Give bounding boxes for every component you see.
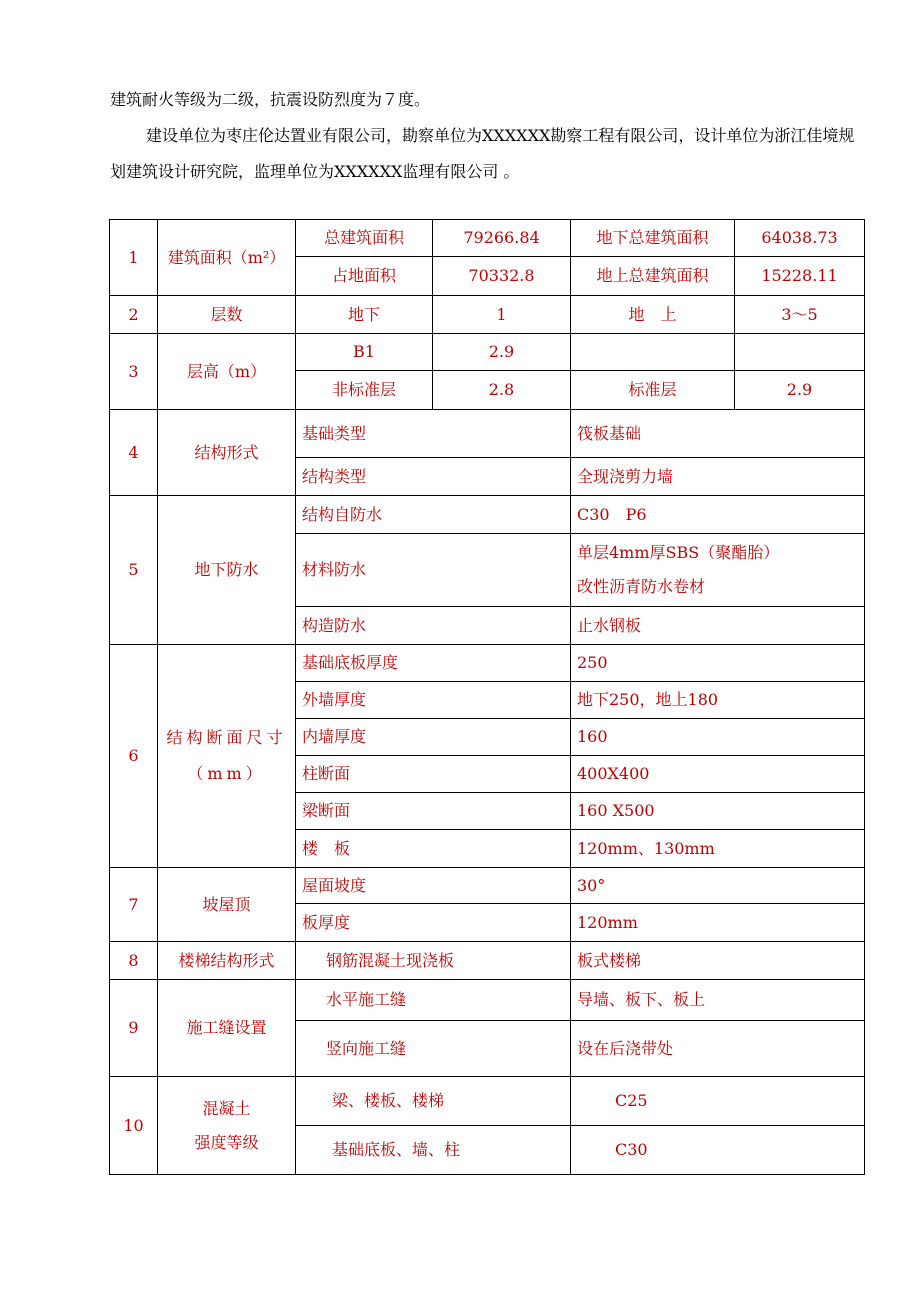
- row-item-name: 坡屋顶: [158, 868, 296, 942]
- cell-value: 70332.8: [433, 257, 571, 296]
- cell-value: 120mm: [571, 904, 865, 942]
- table-row: [110, 645, 865, 682]
- row-number: 7: [110, 868, 158, 942]
- cell-value: 2.9: [735, 371, 865, 410]
- cell-value: 2.8: [433, 371, 571, 410]
- cell-value: 全现浇剪力墙: [571, 458, 865, 496]
- row-number: 10: [110, 1077, 158, 1175]
- cell-label: 地上总建筑面积: [571, 257, 735, 296]
- row-item-name: 结构形式: [158, 410, 296, 496]
- cell-label: 外墙厚度: [296, 682, 571, 719]
- cell-value: 设在后浇带处: [571, 1021, 865, 1077]
- row-number: 9: [110, 980, 158, 1077]
- cell-label: 占地面积: [296, 257, 433, 296]
- cell-value: 64038.73: [735, 220, 865, 257]
- row-number: 4: [110, 410, 158, 496]
- cell-value: 1: [433, 296, 571, 334]
- row-item-name: 施工缝设置: [158, 980, 296, 1077]
- table-row: [110, 868, 865, 904]
- cell-value: 3～5: [735, 296, 865, 334]
- cell-value: 导墙、板下、板上: [571, 980, 865, 1021]
- table-row: [110, 410, 865, 458]
- cell-label: 竖向施工缝: [296, 1021, 571, 1077]
- cell-label: 水平施工缝: [296, 980, 571, 1021]
- cell-empty: [735, 334, 865, 371]
- project-overview-table: [109, 219, 865, 1175]
- row-item-name: 层数: [158, 296, 296, 334]
- intro-paragraph-2: 建设单位为枣庄伦达置业有限公司，勘察单位为XXXXXX勘察工程有限公司，设计单位为浙江佳境规划建筑设计研究院，监理单位为XXXXXX监理有限公司 。: [110, 126, 855, 181]
- cell-empty: [571, 334, 735, 371]
- cell-value-multiline: [571, 534, 865, 607]
- cell-value-line: 改性沥青防水卷材: [577, 577, 706, 596]
- row-item-name: [158, 1077, 296, 1175]
- cell-value: 30°: [571, 868, 865, 904]
- cell-label: 楼 板: [296, 830, 571, 868]
- cell-value: C30 P6: [571, 496, 865, 534]
- table-row: [110, 334, 865, 371]
- row-number: 3: [110, 334, 158, 410]
- row-item-name: [158, 645, 296, 868]
- table-row: [110, 496, 865, 534]
- table-row: [110, 1077, 865, 1126]
- cell-label: 基础底板厚度: [296, 645, 571, 682]
- cell-value: 止水钢板: [571, 607, 865, 645]
- row-item-name-line: 强度等级: [194, 1132, 259, 1152]
- cell-label: 钢筋混凝土现浇板: [296, 942, 571, 980]
- cell-label: 结构自防水: [296, 496, 571, 534]
- cell-value: 160 X500: [571, 793, 865, 830]
- cell-value: 79266.84: [433, 220, 571, 257]
- row-number: 1: [110, 220, 158, 296]
- cell-label: 梁、楼板、楼梯: [296, 1077, 571, 1126]
- cell-label: 柱断面: [296, 756, 571, 793]
- cell-label: 材料防水: [296, 534, 571, 607]
- cell-value: 板式楼梯: [571, 942, 865, 980]
- row-number: 2: [110, 296, 158, 334]
- table-row: [110, 942, 865, 980]
- cell-value: 15228.11: [735, 257, 865, 296]
- row-item-name-line: （mm）: [187, 764, 266, 783]
- row-item-name-line: 混凝土: [202, 1098, 251, 1118]
- cell-label: 基础类型: [296, 410, 571, 458]
- row-item-name: 楼梯结构形式: [158, 942, 296, 980]
- cell-value: 120mm、130mm: [571, 830, 865, 868]
- row-item-name-line: 结构断面尺寸: [166, 728, 287, 747]
- cell-label: B1: [296, 334, 433, 371]
- cell-value: 2.9: [433, 334, 571, 371]
- cell-label: 标准层: [571, 371, 735, 410]
- cell-label: 内墙厚度: [296, 719, 571, 756]
- cell-value: 400X400: [571, 756, 865, 793]
- cell-value: C30: [571, 1126, 865, 1175]
- cell-value: C25: [571, 1077, 865, 1126]
- cell-label: 梁断面: [296, 793, 571, 830]
- cell-label: 地下: [296, 296, 433, 334]
- row-number: 8: [110, 942, 158, 980]
- cell-label: 构造防水: [296, 607, 571, 645]
- cell-label: 地 上: [571, 296, 735, 334]
- table-row: [110, 980, 865, 1021]
- cell-label: 基础底板、墙、柱: [296, 1126, 571, 1175]
- table-row: [110, 296, 865, 334]
- row-item-name: 地下防水: [158, 496, 296, 645]
- cell-value: 160: [571, 719, 865, 756]
- cell-label: 结构类型: [296, 458, 571, 496]
- row-number: 5: [110, 496, 158, 645]
- intro-line-1: 建筑耐火等级为二级，抗震设防烈度为７度。: [110, 90, 431, 109]
- row-number: 6: [110, 645, 158, 868]
- cell-value: 地下250，地上180: [571, 682, 865, 719]
- row-item-name: 层高（m）: [158, 334, 296, 410]
- cell-label: 板厚度: [296, 904, 571, 942]
- table-row: [110, 220, 865, 257]
- cell-label: 地下总建筑面积: [571, 220, 735, 257]
- cell-value: 250: [571, 645, 865, 682]
- cell-label: 屋面坡度: [296, 868, 571, 904]
- cell-value-line: 单层4mm厚SBS（聚酯胎）: [577, 543, 780, 562]
- cell-value: 筏板基础: [571, 410, 865, 458]
- cell-label: 非标准层: [296, 371, 433, 410]
- cell-label: 总建筑面积: [296, 220, 433, 257]
- row-item-name: 建筑面积（m²）: [158, 220, 296, 296]
